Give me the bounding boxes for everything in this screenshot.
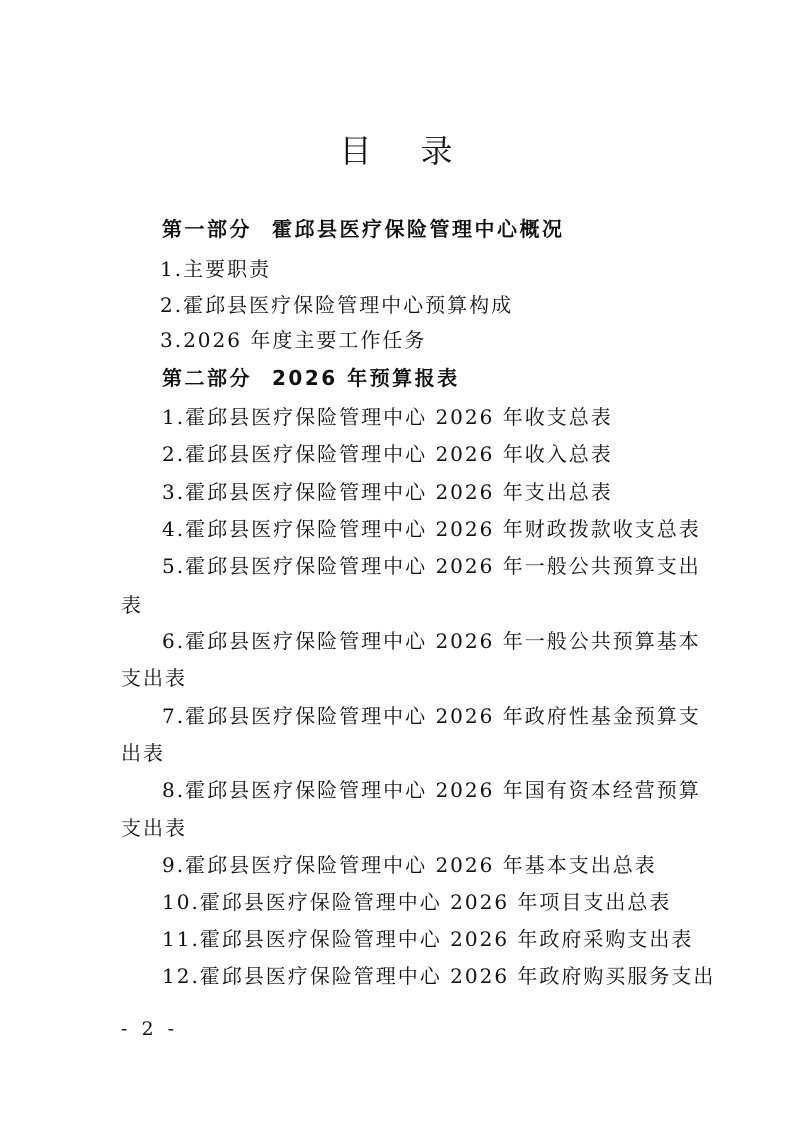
toc-item-2-11[interactable]: 11.霍邱县医疗保险管理中心 2026 年政府采购支出表 [162,927,694,951]
toc-item-2-5[interactable]: 5.霍邱县医疗保险管理中心 2026 年一般公共预算支出 [162,554,701,578]
part1-label: 第一部分 [162,217,252,241]
toc-item-2-9[interactable]: 9.霍邱县医疗保险管理中心 2026 年基本支出总表 [162,853,657,877]
toc-item-2-12[interactable]: 12.霍邱县医疗保险管理中心 2026 年政府购买服务支出 [162,964,716,988]
toc-item-2-6-cont[interactable]: 支出表 [121,666,187,690]
toc-item-2-6[interactable]: 6.霍邱县医疗保险管理中心 2026 年一般公共预算基本 [162,629,701,653]
part2-label: 第二部分 [162,366,252,390]
toc-item-2-7-cont[interactable]: 出表 [121,741,165,765]
toc-item-2-8[interactable]: 8.霍邱县医疗保险管理中心 2026 年国有资本经营预算 [162,778,701,802]
part1-title: 霍邱县医疗保险管理中心概况 [272,217,565,241]
toc-item-1-1[interactable]: 1.主要职责 [160,257,272,281]
toc-item-2-10[interactable]: 10.霍邱县医疗保险管理中心 2026 年项目支出总表 [162,890,672,914]
page-title [0,127,793,175]
toc-item-2-3[interactable]: 3.霍邱县医疗保险管理中心 2026 年支出总表 [162,480,613,504]
part2-title: 2026 年预算报表 [272,366,460,390]
title-char-1: 目 [339,132,373,170]
page-number: - 2 - [121,1018,179,1040]
part1-heading [162,216,565,242]
toc-item-2-4[interactable]: 4.霍邱县医疗保险管理中心 2026 年财政拨款收支总表 [162,517,701,541]
title-char-2: 录 [420,132,454,170]
toc-item-2-5-cont[interactable]: 表 [121,593,143,617]
toc-item-1-3[interactable]: 3.2026 年度主要工作任务 [160,328,427,352]
toc-item-2-1[interactable]: 1.霍邱县医疗保险管理中心 2026 年收支总表 [162,405,613,429]
toc-item-2-7[interactable]: 7.霍邱县医疗保险管理中心 2026 年政府性基金预算支 [162,704,701,728]
toc-item-1-2[interactable]: 2.霍邱县医疗保险管理中心预算构成 [160,293,514,317]
part2-heading [162,365,460,391]
toc-item-2-8-cont[interactable]: 支出表 [121,816,187,840]
toc-item-2-2[interactable]: 2.霍邱县医疗保险管理中心 2026 年收入总表 [162,442,613,466]
